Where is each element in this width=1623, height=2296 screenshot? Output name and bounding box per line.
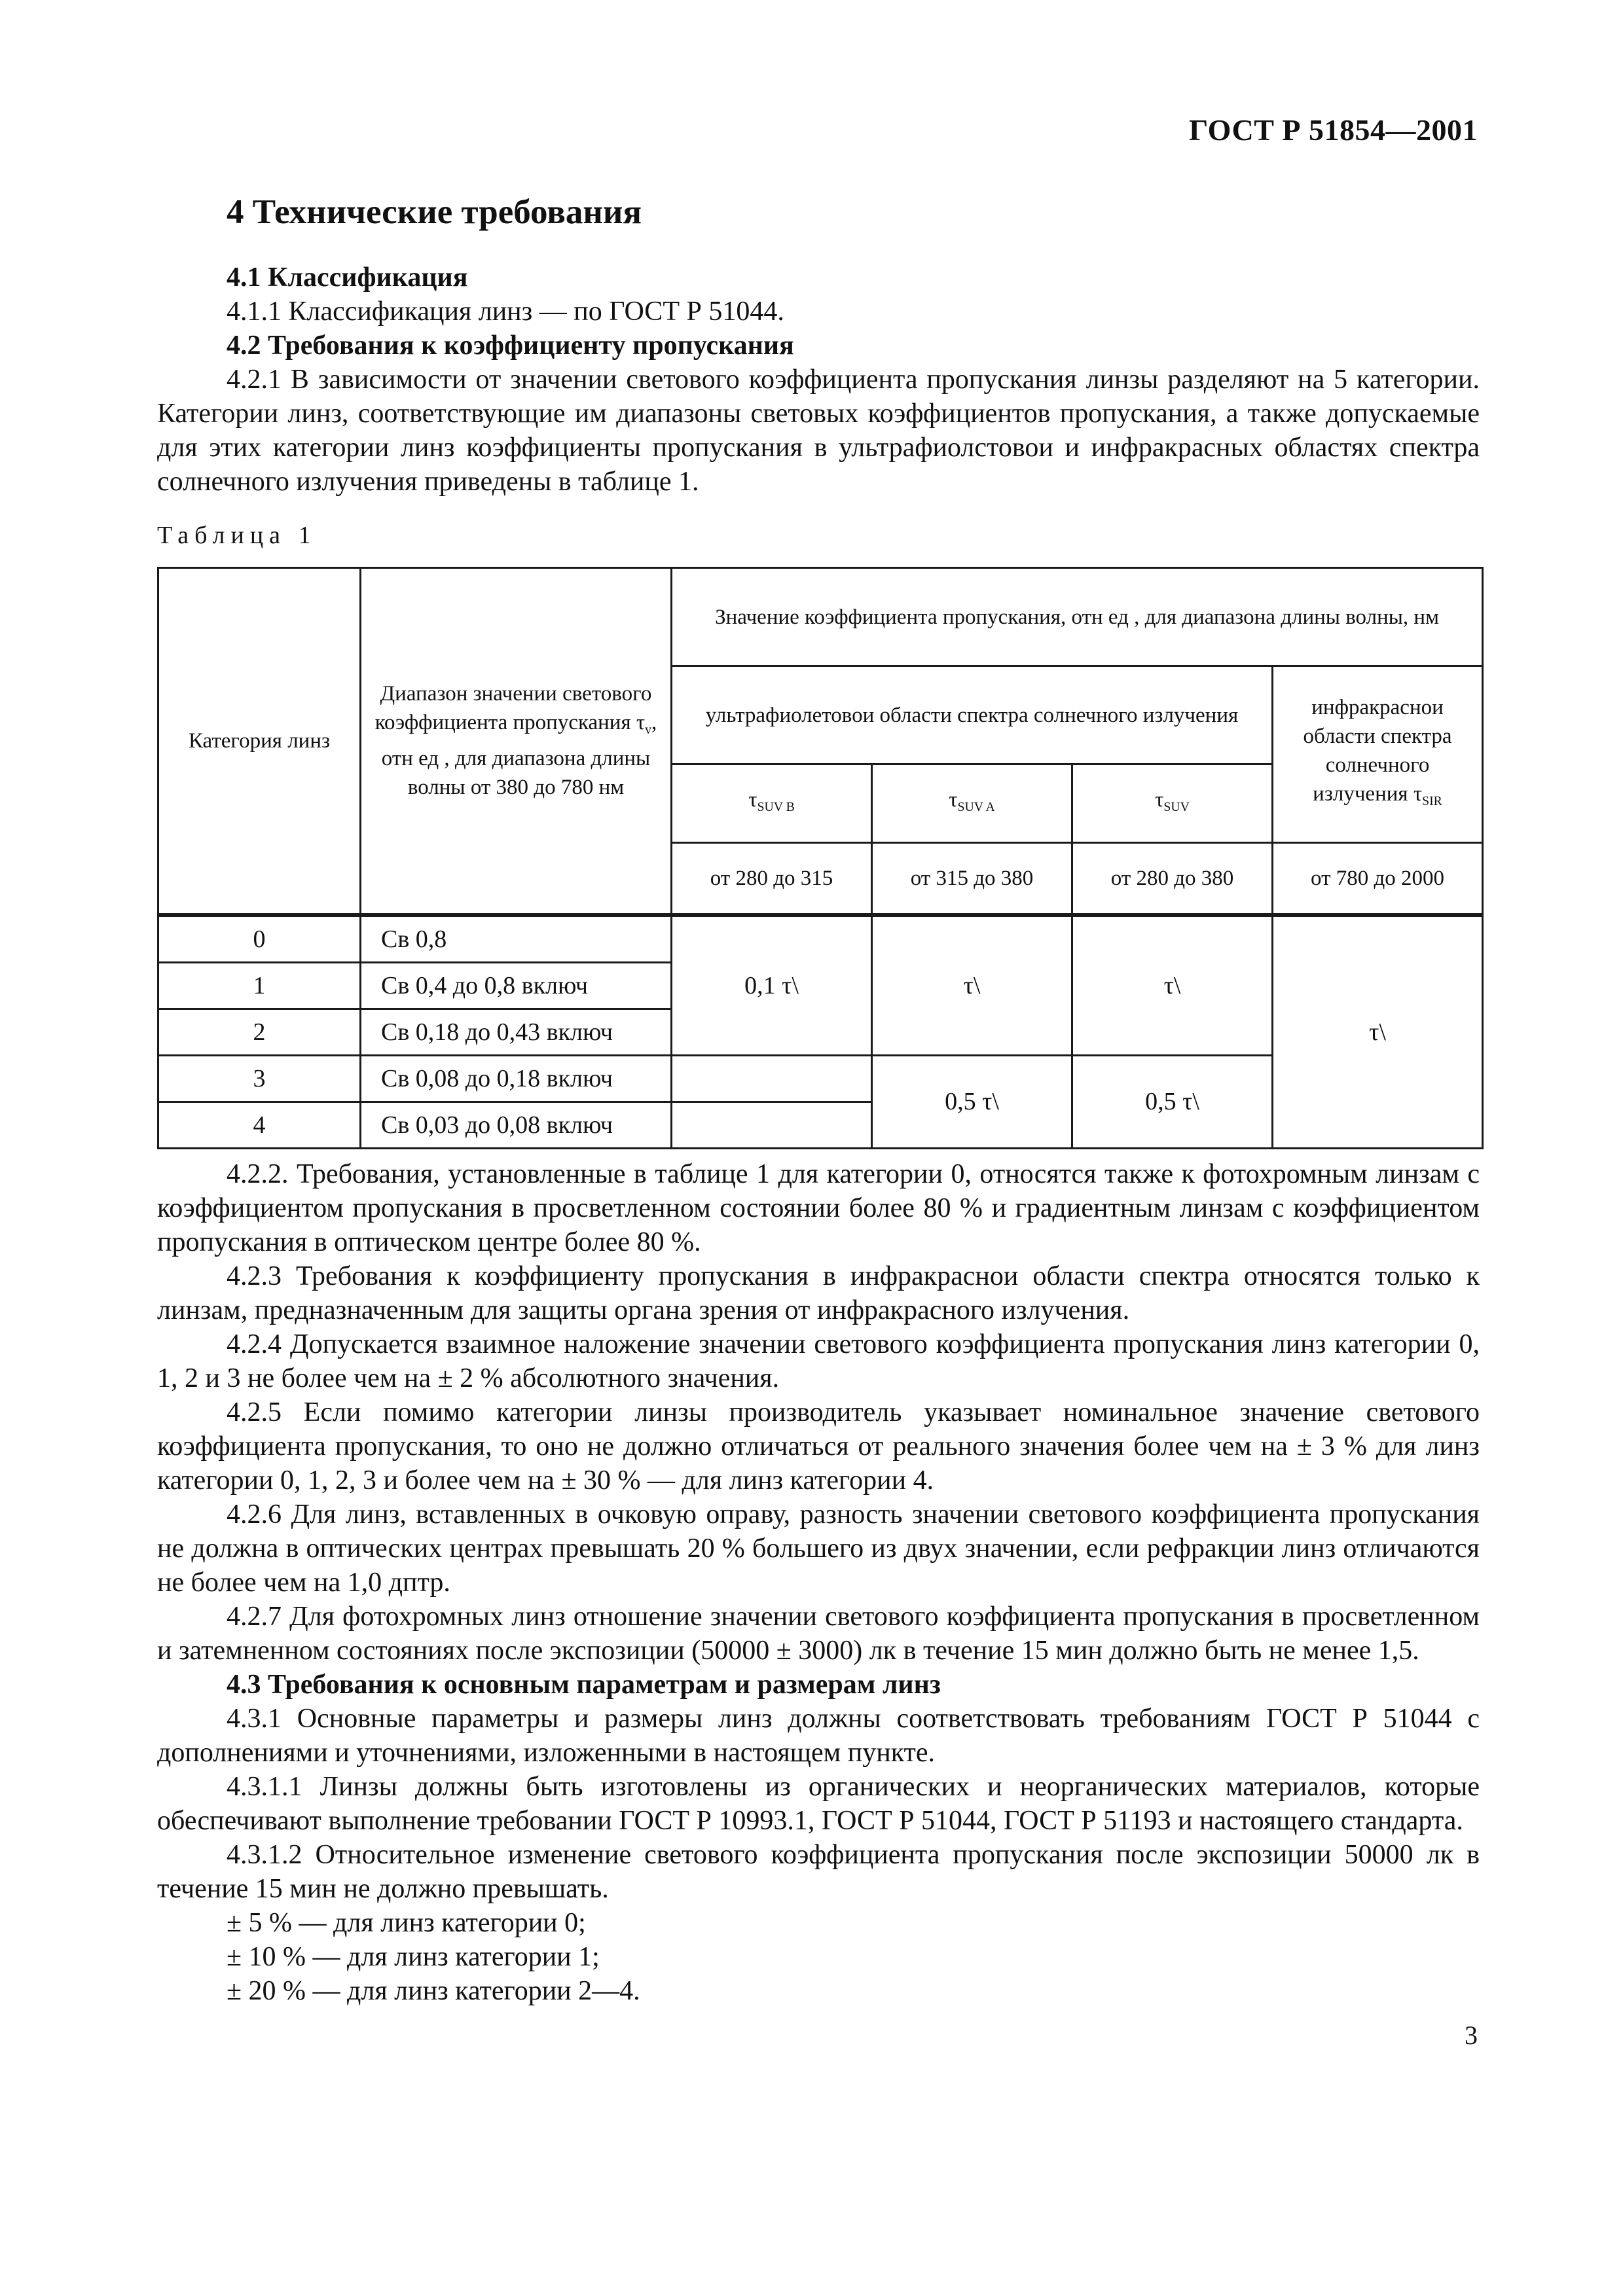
header-tau-suv [1072, 764, 1273, 843]
cell-category: 0 [158, 915, 361, 963]
header-range-sub: v [645, 723, 652, 738]
paragraph-4-2-3: 4.2.3 Требования к коэффициенту пропускания в инфракраснои области спектра относятся только к линзам, предназначенным для защиты органа зрения от инфракрасного излучения. [157, 1261, 1480, 1325]
header-value-group: Значение коэффициента пропускания, отн ед , для диапазона длины волны, нм [672, 568, 1483, 666]
header-range-suva: от 315 до 380 [872, 843, 1072, 915]
header-range-suv: от 280 до 380 [1072, 843, 1273, 915]
standard-number-header: ГОСТ Р 51854—2001 [1189, 113, 1478, 147]
table-caption: Таблица 1 [157, 522, 317, 549]
header-category: Категория линз [158, 568, 361, 915]
header-ir-sub: SIR [1422, 793, 1442, 808]
cell-suvb-all: 0,1 τ\ [672, 915, 872, 1056]
list-item-category-2-4: ± 20 % — для линз категории 2—4. [227, 1976, 640, 2006]
cell-category: 2 [158, 1009, 361, 1055]
page-number: 3 [1465, 2020, 1478, 2050]
cell-category: 4 [158, 1102, 361, 1148]
heading-4-3: 4.3 Требования к основным параметрам и размерам линз [227, 1670, 941, 1700]
cell-ir-all: τ\ [1273, 915, 1483, 1149]
section-title: 4 Технические требования [227, 193, 642, 231]
paragraph-4-3-1: 4.3.1 Основные параметры и размеры линз должны соответствовать требованиям ГОСТ Р 51044 с дополнениями и уточнениями, изложенными в настоящем пункте. [157, 1704, 1480, 1768]
paragraph-4-3-1-1: 4.3.1.1 Линзы должны быть изготовлены из органических и неорганических материалов, которые обеспечивают выполнение требовании ГОСТ Р 10993.1, ГОСТ Р 51044, ГОСТ Р 51193 и настоящего стандарта. [157, 1772, 1480, 1836]
paragraph-4-2-6: 4.2.6 Для линз, вставленных в очковую оправу, разность значении светового коэффициента пропускания не должна в оптических центрах превышать 20 % большего из двух значении, если рефракции линз отличаются не более чем на 1,0 дптр. [157, 1499, 1480, 1598]
paragraph-4-2-1: 4.2.1 В зависимости от значении светового коэффициента пропускания линзы разделяют на 5 категории. Категории линз, соответствующие им диапазоны световых коэффициентов пропускания, а также допускаемые для этих категории линз коэффициенты пропускания в ультрафиолстовои и инфракрасных областях спектра солнечного излучения приведены в таблице 1. [157, 365, 1480, 497]
cell-range: Св 0,08 до 0,18 включ [361, 1055, 672, 1102]
cell-suva-lower: 0,5 τ\ [872, 1055, 1072, 1148]
transmission-table [157, 567, 1484, 1149]
cell-category: 1 [158, 962, 361, 1009]
tau-suva-symbol: τ [949, 788, 958, 812]
tau-suva-sub: SUV A [957, 799, 995, 814]
list-item-category-0: ± 5 % — для линз категории 0; [227, 1908, 586, 1938]
paragraph-4-2-2: 4.2.2. Требования, установленные в таблице 1 для категории 0, относятся также к фотохромным линзам с коэффициентом пропускания в просветленном состоянии более 80 % и градиентным линзам с коэффициентом пропускания в оптическом центре более 80 %. [157, 1159, 1480, 1257]
cell-suv-upper: τ\ [1072, 915, 1273, 1056]
header-range-ir: от 780 до 2000 [1273, 843, 1483, 915]
tau-suv-sub: SUV [1163, 799, 1190, 814]
tau-suvb-symbol: τ [748, 788, 757, 812]
cell-suva-upper: τ\ [872, 915, 1072, 1056]
header-range-text: Диапазон значении светового коэффициента пропускания τ [374, 682, 652, 735]
cell-category: 3 [158, 1055, 361, 1102]
tau-suvb-sub: SUV B [757, 799, 795, 814]
paragraph-4-3-1-2: 4.3.1.2 Относительное изменение светового коэффициента пропускания после экспозиции 50000 лк в течение 15 мин не должно превышать. [157, 1840, 1480, 1904]
header-tau-suvb [672, 764, 872, 843]
cell-suv-lower: 0,5 τ\ [1072, 1055, 1273, 1148]
paragraph-4-1-1: 4.1.1 Классификация линз — по ГОСТ Р 51044. [227, 296, 784, 327]
header-uv-group: ультрафиолетовои области спектра солнечного излучения [672, 666, 1273, 764]
heading-4-2: 4.2 Требования к коэффициенту пропускания [227, 331, 794, 361]
header-tau-suva [872, 764, 1072, 843]
cell-suvb-empty [672, 1055, 872, 1102]
paragraph-4-2-5: 4.2.5 Если помимо категории линзы производитель указывает номинальное значение светового коэффициента пропускания, то оно не должно отличаться от реального значения более чем на ± 3 % для линз категории 0, 1, 2, 3 и более чем на ± 30 % — для линз категории 4. [157, 1397, 1480, 1496]
paragraph-4-2-7: 4.2.7 Для фотохромных линз отношение значении светового коэффициента пропускания в просветленном и затемненном состояниях после экспозиции (50000 ± 3000) лк в течение 15 мин должно быть не менее 1,5. [157, 1602, 1480, 1666]
header-ir-group [1273, 666, 1483, 843]
header-ir-text: инфракраснои области спектра солнечного излучения τ [1303, 696, 1452, 806]
cell-range: Св 0,4 до 0,8 включ [361, 962, 672, 1009]
paragraph-4-2-4: 4.2.4 Допускается взаимное наложение значении светового коэффициента пропускания линз категории 0, 1, 2 и 3 не более чем на ± 2 % абсолютного значения. [157, 1329, 1480, 1393]
heading-4-1: 4.1 Классификация [227, 262, 468, 293]
tau-suv-symbol: τ [1155, 788, 1164, 812]
cell-range: Св 0,03 до 0,08 включ [361, 1102, 672, 1148]
top-text-block [157, 260, 1480, 499]
header-range-tail: , отн ед , для диапазона длины волны от 380 до 780 нм [381, 711, 657, 800]
cell-range: Св 0,8 [361, 915, 672, 963]
list-item-category-1: ± 10 % — для линз категории 1; [227, 1942, 600, 1972]
cell-suvb-empty [672, 1102, 872, 1148]
header-range [361, 568, 672, 915]
table-row [158, 915, 1483, 963]
header-range-suvb: от 280 до 315 [672, 843, 872, 915]
bottom-text-block [157, 1157, 1480, 2008]
cell-range: Св 0,18 до 0,43 включ [361, 1009, 672, 1055]
